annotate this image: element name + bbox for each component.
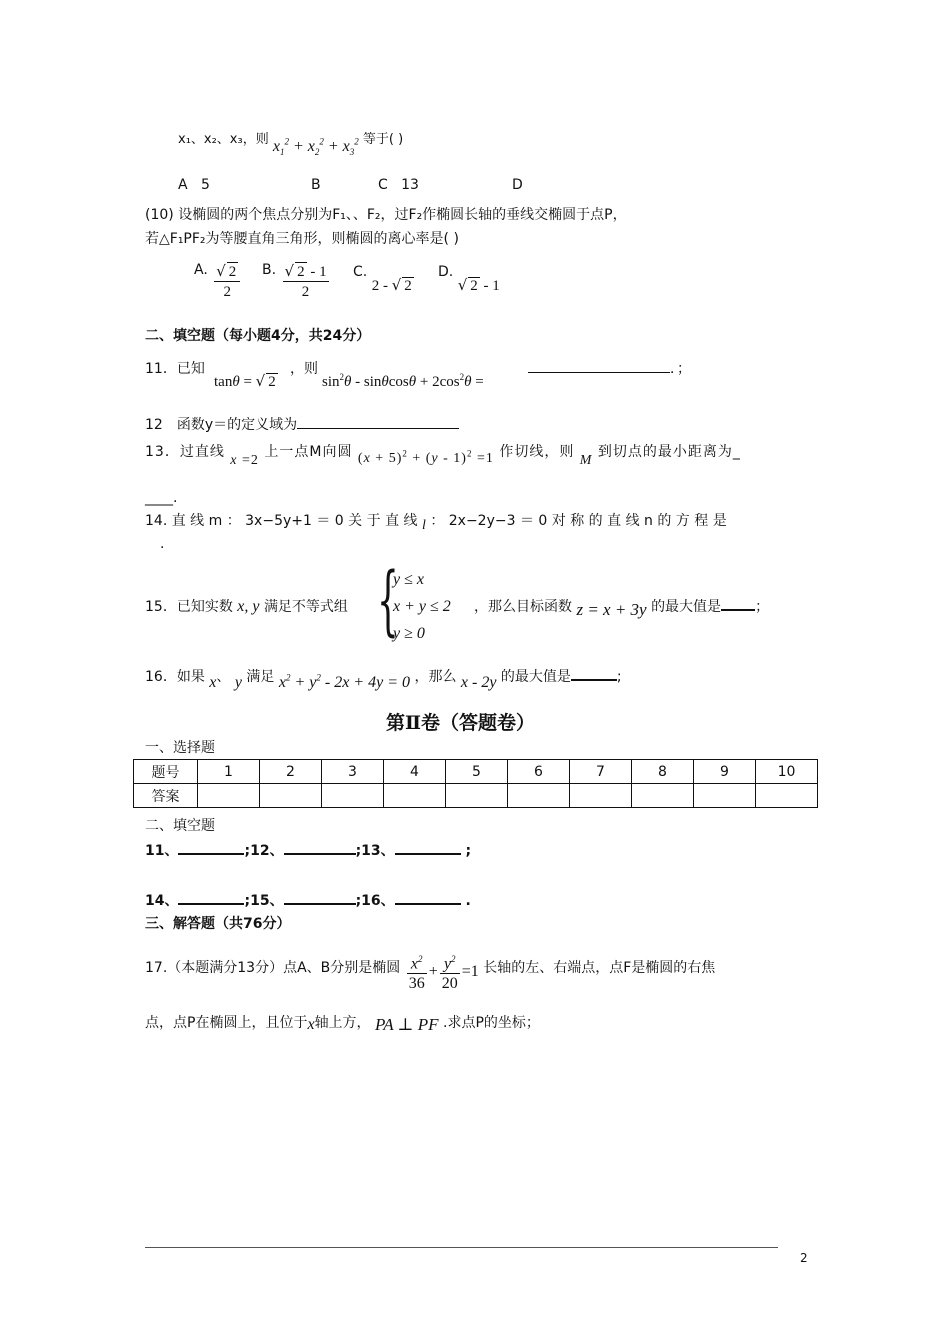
fill-blank-12[interactable] <box>284 840 356 855</box>
section3-title: 三、解答题（共76分） <box>145 916 291 932</box>
answer-cell-5[interactable] <box>446 784 508 808</box>
table-cell-label: 答案 <box>134 784 198 808</box>
q16-answer-blank[interactable] <box>571 666 617 681</box>
q9-expression: $x_1^2 + x_2^2 + x_3^2$ <box>272 136 359 158</box>
q9-option-c: C 13 <box>378 177 419 193</box>
page-number: 2 <box>800 1251 808 1265</box>
q13: 13．过直线 x =2 上一点M向圆 $(x + 5)^2 + (y - 1)^2 =1$ 作切线，则 M 到切点的最小距离为_ <box>145 444 741 468</box>
q13-line-eq: x =2 <box>230 453 259 468</box>
q9-vars: x₁、x₂、x₃，则 <box>178 132 269 147</box>
table-cell-number: 1 <box>198 760 260 784</box>
q17-line2: 点，点P在椭圆上，且位于x轴上方， PA ⊥ PF .求点P的坐标； <box>145 1015 540 1034</box>
q12: 12 函数y＝的定义域为 <box>145 414 459 434</box>
fill-blank-15[interactable] <box>284 890 356 905</box>
q10-line2: 若△F₁PF₂为等腰直角三角形，则椭圆的离心率是( ) <box>145 231 459 247</box>
q10-option-d: D. √ 2 - 1 <box>438 264 500 294</box>
q10-a-fraction: $\frac{√ 2}{2}$ <box>214 262 240 302</box>
table-cell-number: 6 <box>508 760 570 784</box>
q12-answer-blank[interactable] <box>297 414 459 429</box>
answer-cell-7[interactable] <box>570 784 632 808</box>
q16-target: x - 2y <box>460 674 497 691</box>
footer-rule <box>145 1247 778 1248</box>
table-cell-number: 10 <box>756 760 818 784</box>
q14-line-l: l <box>421 518 426 533</box>
q10-line1: (10) 设椭圆的两个焦点分别为F₁、、F₂，过F₂作椭圆长轴的垂线交椭圆于点P， <box>145 207 627 223</box>
q16-equation: $x^2 + y^2 - 2x + 4y = 0$ <box>278 672 410 691</box>
q9-option-a: A 5 <box>178 177 210 193</box>
answer-table <box>133 759 818 808</box>
answer-cell-1[interactable] <box>198 784 260 808</box>
table-cell-number: 2 <box>260 760 322 784</box>
q9-option-d: D <box>512 177 523 193</box>
fill-blank-13[interactable] <box>395 840 461 855</box>
q13-circle-eq: $(x + 5)^2 + (y - 1)^2 =1$ <box>357 448 494 466</box>
table-cell-number: 7 <box>570 760 632 784</box>
q11-expression: $\sin^2\theta - \sin\theta\cos\theta + 2\cos^2\theta$ = <box>322 372 484 390</box>
q10-b-fraction: $\frac{√ 2 - 1}{2}$ <box>284 262 327 300</box>
section2-title: 二、填空题（每小题4分，共24分） <box>145 328 371 344</box>
q10-c-expr: 2 - √ 2 <box>371 276 412 294</box>
table-cell-number: 9 <box>694 760 756 784</box>
q15-rest: ，那么目标函数 z = x + 3y 的最大值是 ； <box>474 596 769 616</box>
q16: 16．如果 x、 y 满足 $x^2 + y^2 - 2x + 4y = 0$ ，那么 x - 2y 的最大值是 ; <box>145 666 622 686</box>
q15: 15．已知实数 x, y 满足不等式组 <box>145 598 348 615</box>
answer-cell-6[interactable] <box>508 784 570 808</box>
table-cell-label: 题号 <box>134 760 198 784</box>
q11-condition: tanθ = √ 2 <box>214 372 276 390</box>
answer-cell-10[interactable] <box>756 784 818 808</box>
q9-tail <box>178 128 404 158</box>
answer-cell-2[interactable] <box>260 784 322 808</box>
q17-perpendicular: PA ⊥ PF <box>375 1015 439 1034</box>
q10-option-b: B. $\frac{√ 2 - 1}{2}$ <box>262 262 327 300</box>
fill-blank-16[interactable] <box>395 890 461 905</box>
q14-answer[interactable]: . <box>160 536 165 552</box>
q11-answer-blank[interactable]: ．； <box>528 358 691 378</box>
q15-objective: z = x + 3y <box>576 600 647 619</box>
q17-ellipse-y: $\frac{y^2}{20}$ <box>440 950 460 994</box>
answer-cell-9[interactable] <box>694 784 756 808</box>
q15-system: y ≤ x x + y ≤ 2 y ≥ 0 <box>393 571 451 642</box>
table-cell-number: 5 <box>446 760 508 784</box>
q15-brace: { <box>377 555 399 644</box>
q15-answer-blank[interactable] <box>721 596 755 611</box>
part2-title: 第Ⅱ卷（答题卷） <box>386 712 536 734</box>
q9-option-b: B <box>311 177 321 193</box>
table-row <box>134 784 818 808</box>
answer-sec2: 二、填空题 <box>145 818 215 834</box>
q13-point-m: M <box>579 453 593 468</box>
q17-ellipse-x: $\frac{x^2}{36}$ <box>407 950 427 994</box>
table-row <box>134 760 818 784</box>
q10-option-a: A. $\frac{√ 2}{2}$ <box>194 262 242 302</box>
q11: 11．已知 <box>145 361 205 377</box>
answer-sec1: 一、选择题 <box>145 740 215 756</box>
fill-blank-11[interactable] <box>178 840 244 855</box>
table-cell-number: 3 <box>322 760 384 784</box>
q9-equals: 等于( ) <box>362 132 404 147</box>
q10-option-c: C. 2 - √ 2 <box>353 264 412 294</box>
table-cell-number: 4 <box>384 760 446 784</box>
table-cell-number: 8 <box>632 760 694 784</box>
q10-d-expr: √ 2 - 1 <box>457 276 500 294</box>
fill-row-1: 11、 ;12、 ;13、 ; <box>145 840 471 860</box>
q14: 14. 直 线 m ： 3x−5y+1 ＝ 0 关 于 直 线 l ： 2x−2y−3 ＝ 0 对 称 的 直 线 n 的 方 程 是 <box>145 513 727 533</box>
fill-blank-14[interactable] <box>178 890 244 905</box>
q11-then: ，则 <box>290 361 318 377</box>
answer-cell-8[interactable] <box>632 784 694 808</box>
fill-row-2: 14、 ;15、 ;16、 . <box>145 890 471 910</box>
q13-blank-end[interactable]: ____. <box>145 490 178 506</box>
answer-cell-3[interactable] <box>322 784 384 808</box>
q17-line1: 17.（本题满分13分）点A、B分别是椭圆 $\frac{x^2}{36}$ + $\frac{y^2}{20}$ =1 长轴的左、右端点，点F是椭圆的右焦 <box>145 950 715 994</box>
answer-cell-4[interactable] <box>384 784 446 808</box>
